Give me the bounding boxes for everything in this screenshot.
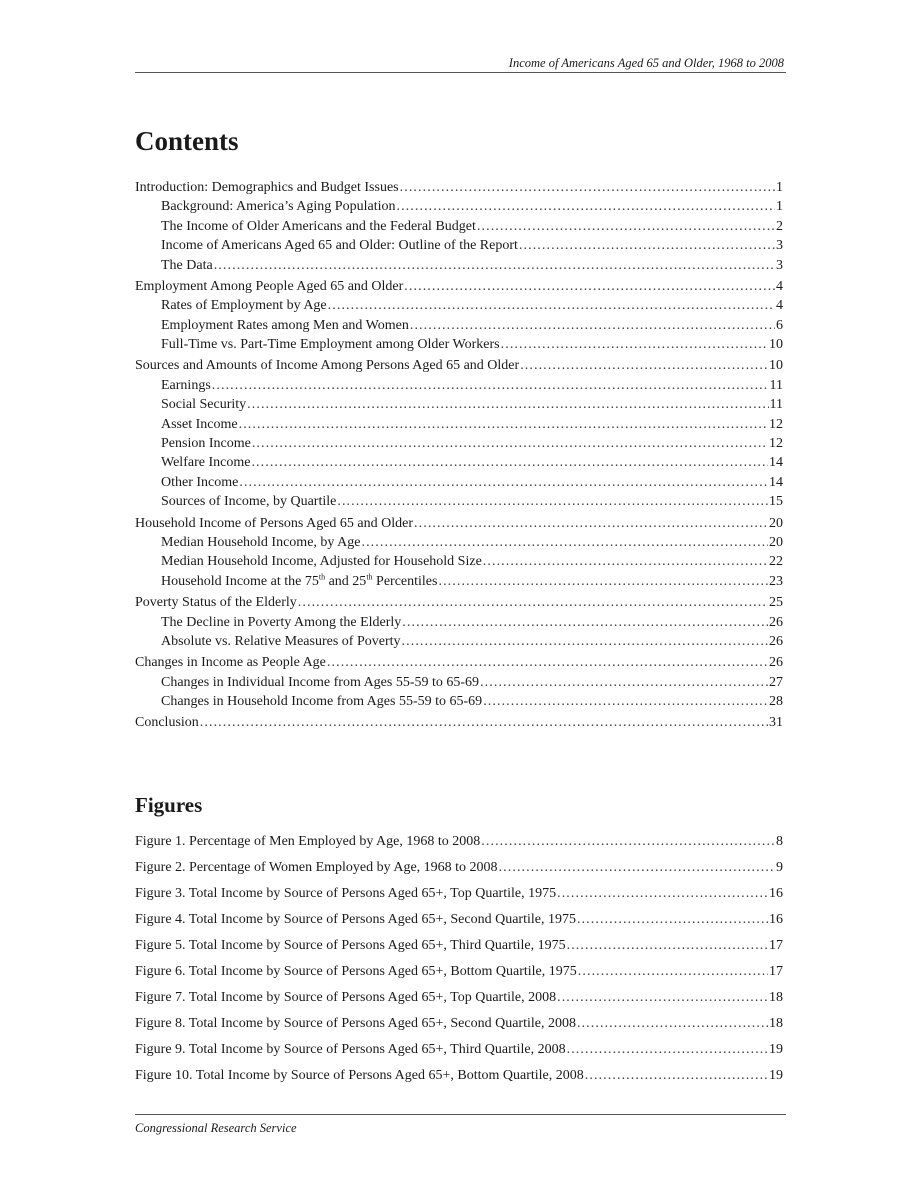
footer-organization: Congressional Research Service [135,1121,297,1135]
figure-entry-page: 16 [769,886,783,901]
toc-entry-poverty-status[interactable] [135,593,783,612]
toc-entry-page: 26 [769,633,783,649]
figures-heading: Figures [135,793,203,817]
toc-entry-page: 11 [769,377,783,393]
toc-entry-title: Sources of Income, by Quartile [161,494,337,510]
toc-entry-background[interactable] [135,197,783,216]
running-header [135,56,786,73]
figure-entry-2[interactable] [135,855,783,881]
toc-entry-page: 10 [769,337,783,353]
toc-entry-individual-income-change[interactable] [135,673,783,692]
figure-entry-9[interactable] [135,1037,783,1063]
toc-entry-title: Introduction: Demographics and Budget Issues [135,180,399,195]
toc-entry-title: Background: America’s Aging Population [161,199,396,215]
toc-entry-full-vs-part-time[interactable] [135,335,783,354]
toc-entry-page: 20 [769,515,783,531]
toc-entry-social-security[interactable] [135,395,783,414]
figure-entry-5[interactable] [135,933,783,959]
toc-entry-household-income[interactable] [135,514,783,533]
toc-entry-title: Pension Income [161,436,251,452]
toc-entry-median-adjusted[interactable] [135,552,783,571]
figure-entry-page: 18 [769,990,783,1005]
toc-entry-earnings[interactable] [135,376,783,395]
toc-entry-page: 31 [769,715,783,731]
toc-entry-title: Median Household Income, Adjusted for Household Size [161,554,482,570]
toc-entry-page: 3 [776,257,783,273]
toc-entry-title: Absolute vs. Relative Measures of Poverty [161,633,401,649]
toc-entry-title: The Data [161,257,213,273]
toc-entry-employment-men-women[interactable] [135,316,783,335]
toc-entry-page: 4 [776,278,783,294]
toc-entry-title: Full-Time vs. Part-Time Employment among Older Workers [161,337,500,353]
toc-entry-page: 22 [769,554,783,570]
toc-entry-percentiles[interactable] [135,572,783,591]
toc-entry-page: 11 [769,397,783,413]
table-of-contents [135,178,783,733]
toc-entry-page: 14 [769,455,783,471]
toc-entry-title: Changes in Income as People Age [135,655,326,671]
toc-entry-title: Household Income at the 75th and 25th Percentiles [161,572,438,589]
toc-entry-page: 1 [776,199,783,215]
toc-entry-page: 20 [769,534,783,550]
page-footer [135,1114,786,1135]
figure-entry-title: Figure 8. Total Income by Source of Persons Aged 65+, Second Quartile, 2008 [135,1016,576,1031]
toc-entry-title: Employment Among People Aged 65 and Older [135,278,404,294]
figure-entry-3[interactable] [135,881,783,907]
toc-entry-title: Changes in Individual Income from Ages 55-59 to 65-69 [161,674,480,690]
toc-entry-asset-income[interactable] [135,415,783,434]
figure-entry-page: 19 [769,1068,783,1083]
figure-entry-title: Figure 3. Total Income by Source of Persons Aged 65+, Top Quartile, 1975 [135,886,557,901]
toc-entry-title: The Income of Older Americans and the Federal Budget [161,218,476,234]
toc-entry-page: 28 [769,694,783,710]
toc-entry-page: 3 [776,238,783,254]
figure-entry-4[interactable] [135,907,783,933]
figure-entry-page: 9 [776,860,783,875]
toc-entry-sources-by-quartile[interactable] [135,492,783,511]
toc-entry-household-income-change[interactable] [135,692,783,711]
figure-entry-title: Figure 2. Percentage of Women Employed by Age, 1968 to 2008 [135,860,498,875]
toc-entry-income-federal-budget[interactable] [135,217,783,236]
toc-entry-page: 4 [776,298,783,314]
figure-entry-title: Figure 7. Total Income by Source of Persons Aged 65+, Top Quartile, 2008 [135,990,557,1005]
toc-entry-page: 15 [769,494,783,510]
toc-entry-title: Household Income of Persons Aged 65 and Older [135,515,414,531]
toc-entry-page: 26 [769,655,783,671]
figure-entry-page: 19 [769,1042,783,1057]
figure-entry-title: Figure 6. Total Income by Source of Persons Aged 65+, Bottom Quartile, 1975 [135,964,577,979]
toc-entry-title: Welfare Income [161,455,251,471]
toc-entry-page: 10 [769,358,783,374]
figure-entry-title: Figure 5. Total Income by Source of Persons Aged 65+, Third Quartile, 1975 [135,938,566,953]
toc-entry-title: Changes in Household Income from Ages 55-59 to 65-69 [161,694,483,710]
toc-entry-rates-of-employment[interactable] [135,296,783,315]
figure-entry-page: 16 [769,912,783,927]
toc-entry-title: Social Security [161,397,247,413]
figure-entry-page: 8 [776,834,783,849]
figure-entry-title: Figure 9. Total Income by Source of Persons Aged 65+, Third Quartile, 2008 [135,1042,566,1057]
toc-entry-title: Other Income [161,474,239,490]
toc-entry-title: Rates of Employment by Age [161,298,327,314]
toc-entry-outline-of-report[interactable] [135,236,783,255]
toc-entry-title: Conclusion [135,715,199,731]
toc-entry-title: Median Household Income, by Age [161,534,361,550]
figure-entry-title: Figure 10. Total Income by Source of Persons Aged 65+, Bottom Quartile, 2008 [135,1068,584,1083]
figure-entry-page: 18 [769,1016,783,1031]
figure-entry-page: 17 [769,964,783,979]
figure-entry-page: 17 [769,938,783,953]
toc-entry-page: 25 [769,595,783,611]
toc-entry-title: Asset Income [161,416,238,432]
toc-entry-page: 12 [769,436,783,452]
figure-entry-8[interactable] [135,1011,783,1037]
figure-entry-title: Figure 1. Percentage of Men Employed by Age, 1968 to 2008 [135,834,481,849]
figure-entry-1[interactable] [135,829,783,855]
figure-entry-6[interactable] [135,959,783,985]
toc-entry-page: 26 [769,614,783,630]
toc-entry-page: 1 [776,180,783,195]
toc-entry-title: Employment Rates among Men and Women [161,317,409,333]
figure-entry-7[interactable] [135,985,783,1011]
toc-entry-page: 23 [769,573,783,589]
toc-entry-absolute-vs-relative[interactable] [135,632,783,651]
contents-heading: Contents [135,126,239,156]
toc-entry-the-data[interactable] [135,256,783,275]
toc-entry-page: 14 [769,474,783,490]
running-title: Income of Americans Aged 65 and Older, 1968 to 2008 [508,56,784,70]
toc-entry-employment[interactable] [135,277,783,296]
toc-entry-median-household-income[interactable] [135,533,783,552]
toc-entry-title: The Decline in Poverty Among the Elderly [161,614,402,630]
toc-entry-sources-and-amounts[interactable] [135,356,783,375]
toc-entry-decline-in-poverty[interactable] [135,613,783,632]
figure-entry-10[interactable] [135,1063,783,1089]
toc-entry-page: 6 [776,317,783,333]
toc-entry-conclusion[interactable] [135,713,783,732]
toc-entry-title: Sources and Amounts of Income Among Persons Aged 65 and Older [135,358,520,374]
list-of-figures [135,829,783,1089]
toc-entry-pension-income[interactable] [135,434,783,453]
toc-entry-title: Poverty Status of the Elderly [135,595,297,611]
toc-entry-welfare-income[interactable] [135,453,783,472]
toc-entry-changes-in-income[interactable] [135,653,783,672]
figure-entry-title: Figure 4. Total Income by Source of Persons Aged 65+, Second Quartile, 1975 [135,912,576,927]
toc-entry-other-income[interactable] [135,473,783,492]
toc-entry-introduction[interactable] [135,178,783,197]
toc-entry-page: 27 [769,674,783,690]
toc-entry-page: 2 [776,218,783,234]
toc-entry-page: 12 [769,416,783,432]
toc-entry-title: Income of Americans Aged 65 and Older: Outline of the Report [161,238,518,254]
toc-entry-title: Earnings [161,377,211,393]
